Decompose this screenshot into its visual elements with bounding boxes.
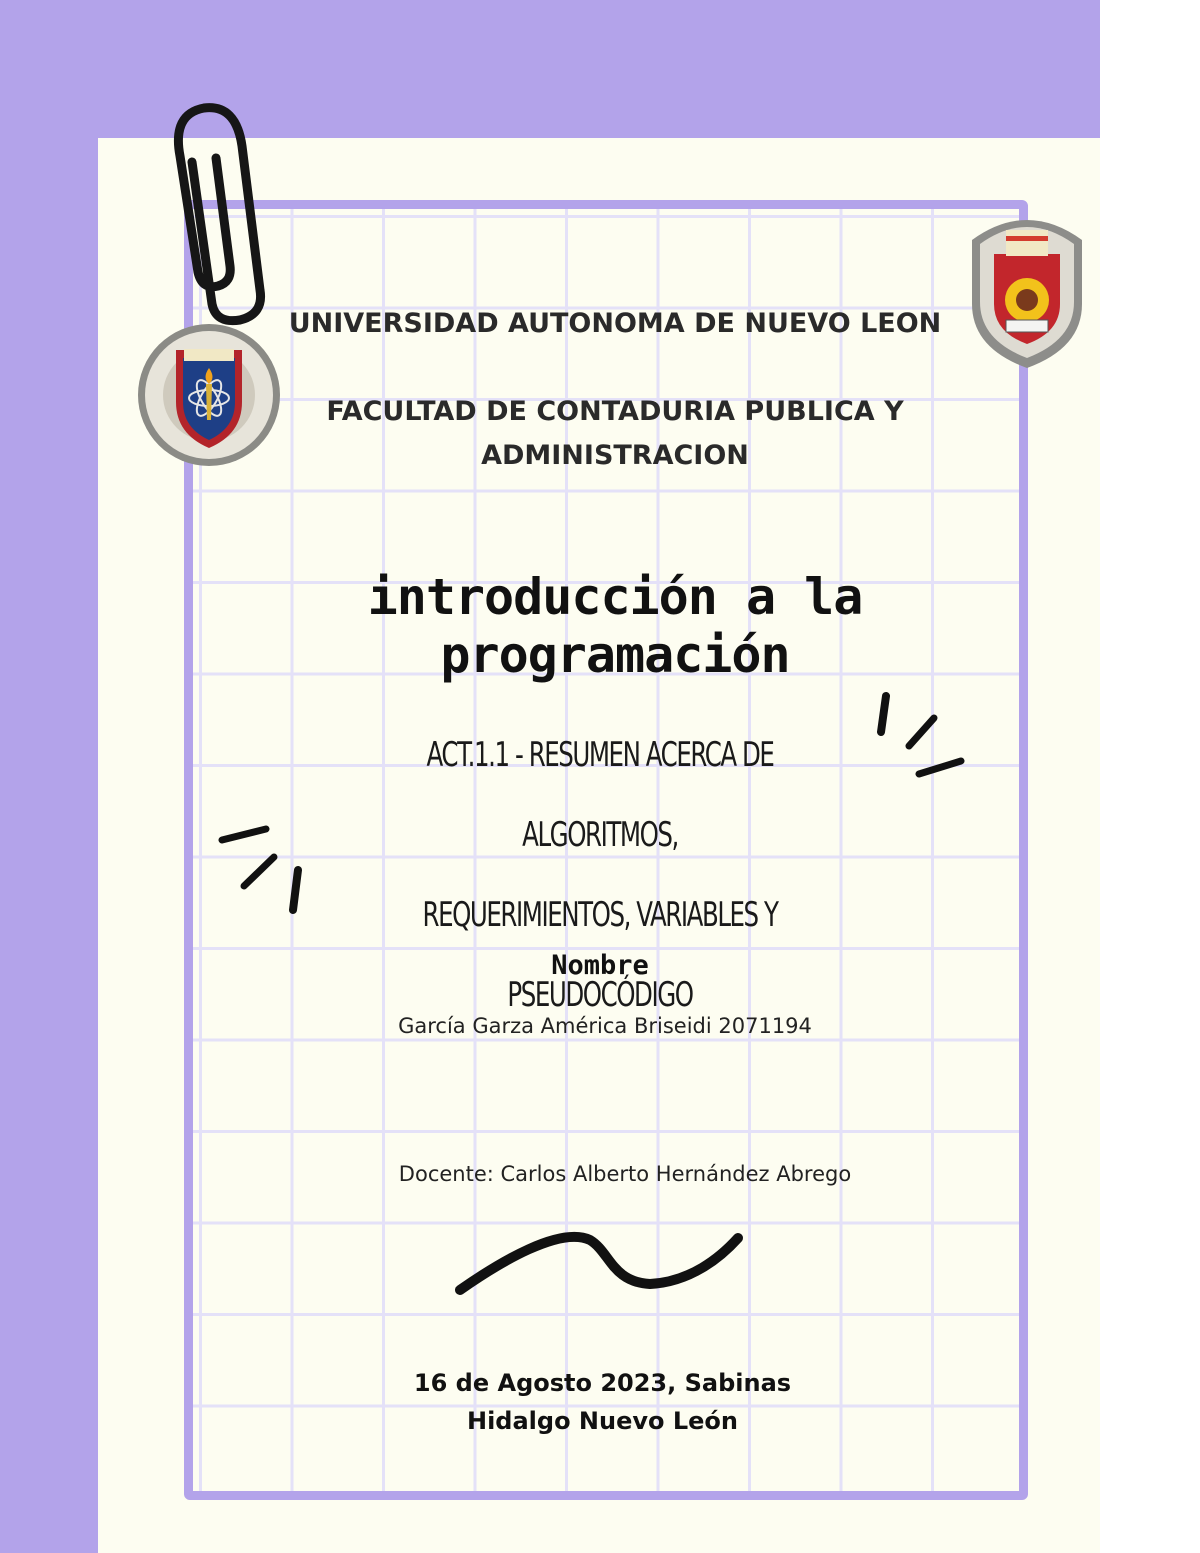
student-label: Nombre xyxy=(551,950,649,981)
university-title: UNIVERSIDAD AUTONOMA DE NUEVO LEON xyxy=(288,308,942,339)
accent-stroke xyxy=(222,829,266,840)
date-line1: 16 de Agosto 2023, Sabinas xyxy=(413,1369,792,1397)
activity-title-line2: REQUERIMIENTOS, VARIABLES Y PSEUDOCÓDIGO xyxy=(422,895,778,1015)
accent-stroke xyxy=(919,761,961,774)
teacher-line: Docente: Carlos Alberto Hernández Abrego xyxy=(398,1162,852,1186)
squiggle-divider xyxy=(460,1237,738,1290)
date-location xyxy=(380,1364,825,1440)
faculty-title xyxy=(280,390,950,478)
accent-stroke xyxy=(293,870,298,910)
student-name: García Garza América Briseidi 2071194 xyxy=(398,1014,812,1038)
date-line2: Hidalgo Nuevo León xyxy=(466,1407,739,1435)
faculty-title-line1: FACULTAD DE CONTADURIA PUBLICA Y xyxy=(326,396,904,427)
course-title: introducción a la programación xyxy=(367,568,863,684)
accent-stroke xyxy=(909,718,934,746)
faculty-title-line2: ADMINISTRACION xyxy=(481,440,749,471)
accent-stroke xyxy=(881,696,886,732)
activity-title-line1: ACT.1.1 - RESUMEN ACERCA DE ALGORITMOS, xyxy=(426,735,774,855)
activity-title xyxy=(377,715,823,1035)
accent-stroke xyxy=(244,857,274,886)
